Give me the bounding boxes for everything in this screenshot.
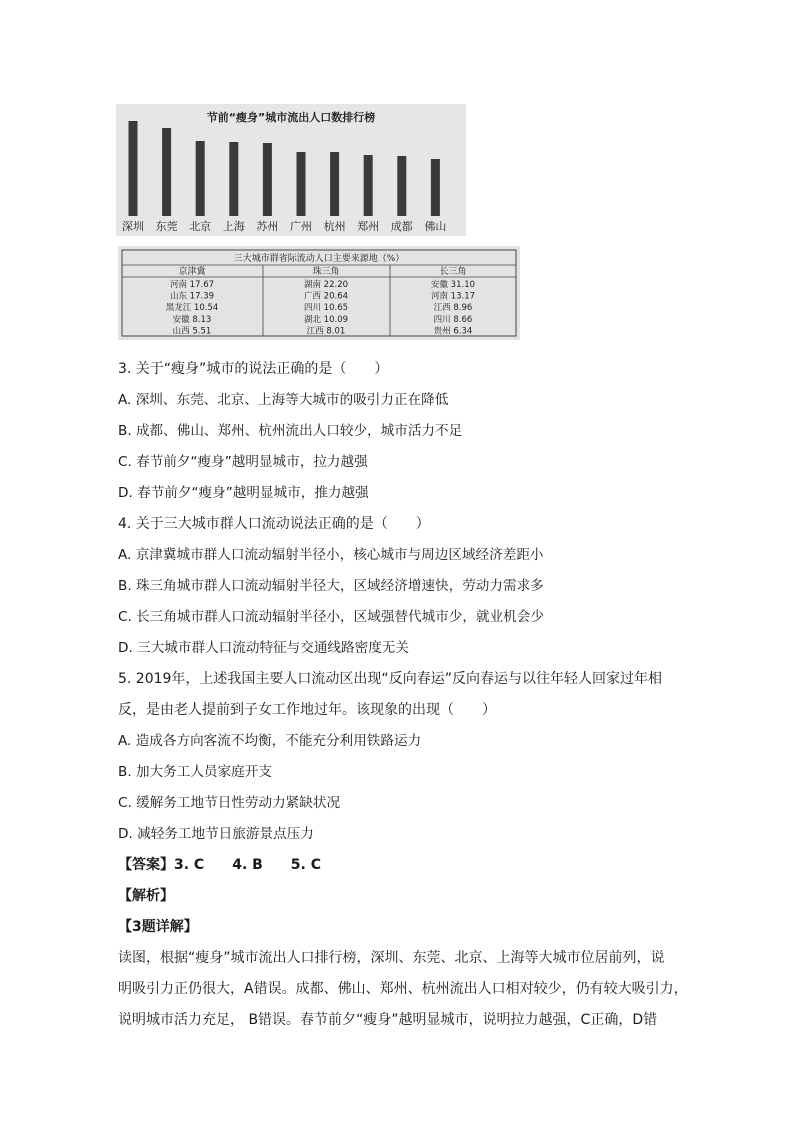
bar-1 bbox=[162, 128, 171, 216]
question-3-option-a: A. 深圳、东莞、北京、上海等大城市的吸引力正在降低 bbox=[118, 392, 449, 408]
question-5-option-c: C. 缓解务工地节日性劳动力紧缺状况 bbox=[118, 795, 341, 811]
table-cell: 广西 20.64 bbox=[303, 291, 349, 302]
bar-4 bbox=[263, 143, 272, 216]
x-tick-label: 东莞 bbox=[155, 220, 178, 233]
table-header-cell: 长三角 bbox=[439, 267, 467, 277]
question-4-stem: 4. 关于三大城市群人口流动说法正确的是（ ） bbox=[118, 516, 430, 532]
table-header-cell: 京津冀 bbox=[178, 267, 206, 277]
question-5-option-a: A. 造成各方向客流不均衡，不能充分利用铁路运力 bbox=[118, 733, 422, 749]
table-cell: 河南 17.67 bbox=[169, 280, 215, 290]
explanation-line-1: 读图，根据“瘦身”城市流出人口排行榜，深圳、东莞、北京、上海等大城市位居前列，说 bbox=[118, 950, 665, 966]
x-tick-label: 深圳 bbox=[122, 220, 144, 233]
table-cell: 山东 17.39 bbox=[169, 291, 215, 302]
question-4-option-c: C. 长三角城市群人口流动辐射半径小，区域强替代城市少，就业机会少 bbox=[118, 609, 544, 625]
population-outflow-chart bbox=[116, 104, 466, 236]
x-tick-label: 郑州 bbox=[357, 220, 380, 233]
bar-6 bbox=[330, 152, 339, 216]
chart-title: 节前“瘦身”城市流出人口数排行榜 bbox=[206, 111, 376, 124]
table-cell: 山西 5.51 bbox=[172, 326, 212, 337]
population-source-table-image bbox=[118, 246, 520, 340]
bar-5 bbox=[297, 152, 306, 216]
table-header-cell: 珠三角 bbox=[312, 267, 340, 277]
table-title: 三大城市群省际流动人口主要来源地（%） bbox=[233, 254, 405, 264]
question-5-option-b: B. 加大务工人员家庭开支 bbox=[118, 764, 272, 780]
table-cell: 黑龙江 10.54 bbox=[165, 303, 219, 314]
table-cell: 湖南 22.20 bbox=[303, 280, 349, 290]
bar-2 bbox=[196, 141, 205, 216]
bar-9 bbox=[431, 159, 440, 216]
question-3-option-c: C. 春节前夕“瘦身”越明显城市，拉力越强 bbox=[118, 454, 368, 470]
x-tick-label: 杭州 bbox=[323, 220, 346, 233]
x-tick-label: 上海 bbox=[222, 220, 245, 233]
table-cell: 安徽 8.13 bbox=[172, 314, 212, 325]
question-5-option-d: D. 减轻务工地节日旅游景点压力 bbox=[118, 826, 314, 842]
question-4-option-d: D. 三大城市群人口流动特征与交通线路密度无关 bbox=[118, 640, 409, 656]
table-cell: 贵州 6.34 bbox=[433, 326, 473, 337]
population-source-table bbox=[118, 246, 520, 340]
explanation-line-2: 明吸引力正仍很大，A错误。成都、佛山、郑州、杭州流出人口相对较少，仍有较大吸引力， bbox=[118, 981, 688, 997]
x-tick-label: 北京 bbox=[189, 220, 212, 233]
question-4-option-b: B. 珠三角城市群人口流动辐射半径大，区域经济增速快，劳动力需求多 bbox=[118, 578, 544, 594]
bar-3 bbox=[229, 142, 238, 216]
x-tick-label: 广州 bbox=[290, 220, 312, 233]
bar-chart-svg bbox=[116, 104, 466, 236]
x-tick-label: 成都 bbox=[390, 220, 413, 233]
question-text bbox=[118, 354, 688, 1036]
question-5-stem-line2: 反，是由老人提前到子女工作地过年。该现象的出现（ ） bbox=[118, 702, 496, 718]
table-cell: 河南 13.17 bbox=[430, 291, 476, 302]
answer-line: 【答案】3. C 4. B 5. C bbox=[118, 857, 322, 873]
question-5-stem-line1: 5. 2019年，上述我国主要人口流动区出现“反向春运”反向春运与以往年轻人回家过年相 bbox=[118, 671, 662, 687]
table-cell: 四川 10.65 bbox=[303, 303, 349, 314]
question-3-stem: 3. 关于“瘦身”城市的说法正确的是（ ） bbox=[118, 361, 389, 377]
q3-detail-heading: 【3题详解】 bbox=[118, 919, 198, 935]
table-cell: 安徽 31.10 bbox=[430, 280, 476, 290]
bar-0 bbox=[129, 121, 138, 216]
table-cell: 江西 8.96 bbox=[433, 303, 473, 314]
question-3-option-d: D. 春节前夕“瘦身”越明显城市，推力越强 bbox=[118, 485, 369, 501]
bar-7 bbox=[364, 155, 373, 216]
table-cell: 湖北 10.09 bbox=[303, 314, 349, 325]
x-tick-label: 佛山 bbox=[424, 220, 447, 233]
x-tick-label: 苏州 bbox=[256, 220, 279, 233]
analysis-heading: 【解析】 bbox=[118, 888, 174, 904]
bar-8 bbox=[397, 156, 406, 216]
table-cell: 四川 8.66 bbox=[433, 314, 473, 325]
question-3-option-b: B. 成都、佛山、郑州、杭州流出人口较少，城市活力不足 bbox=[118, 423, 463, 439]
table-cell: 江西 8.01 bbox=[306, 326, 346, 337]
question-4-option-a: A. 京津冀城市群人口流动辐射半径小，核心城市与周边区域经济差距小 bbox=[118, 547, 544, 563]
explanation-line-3: 说明城市活力充足， B错误。春节前夕“瘦身”越明显城市，说明拉力越强，C正确，D错 bbox=[118, 1012, 658, 1028]
